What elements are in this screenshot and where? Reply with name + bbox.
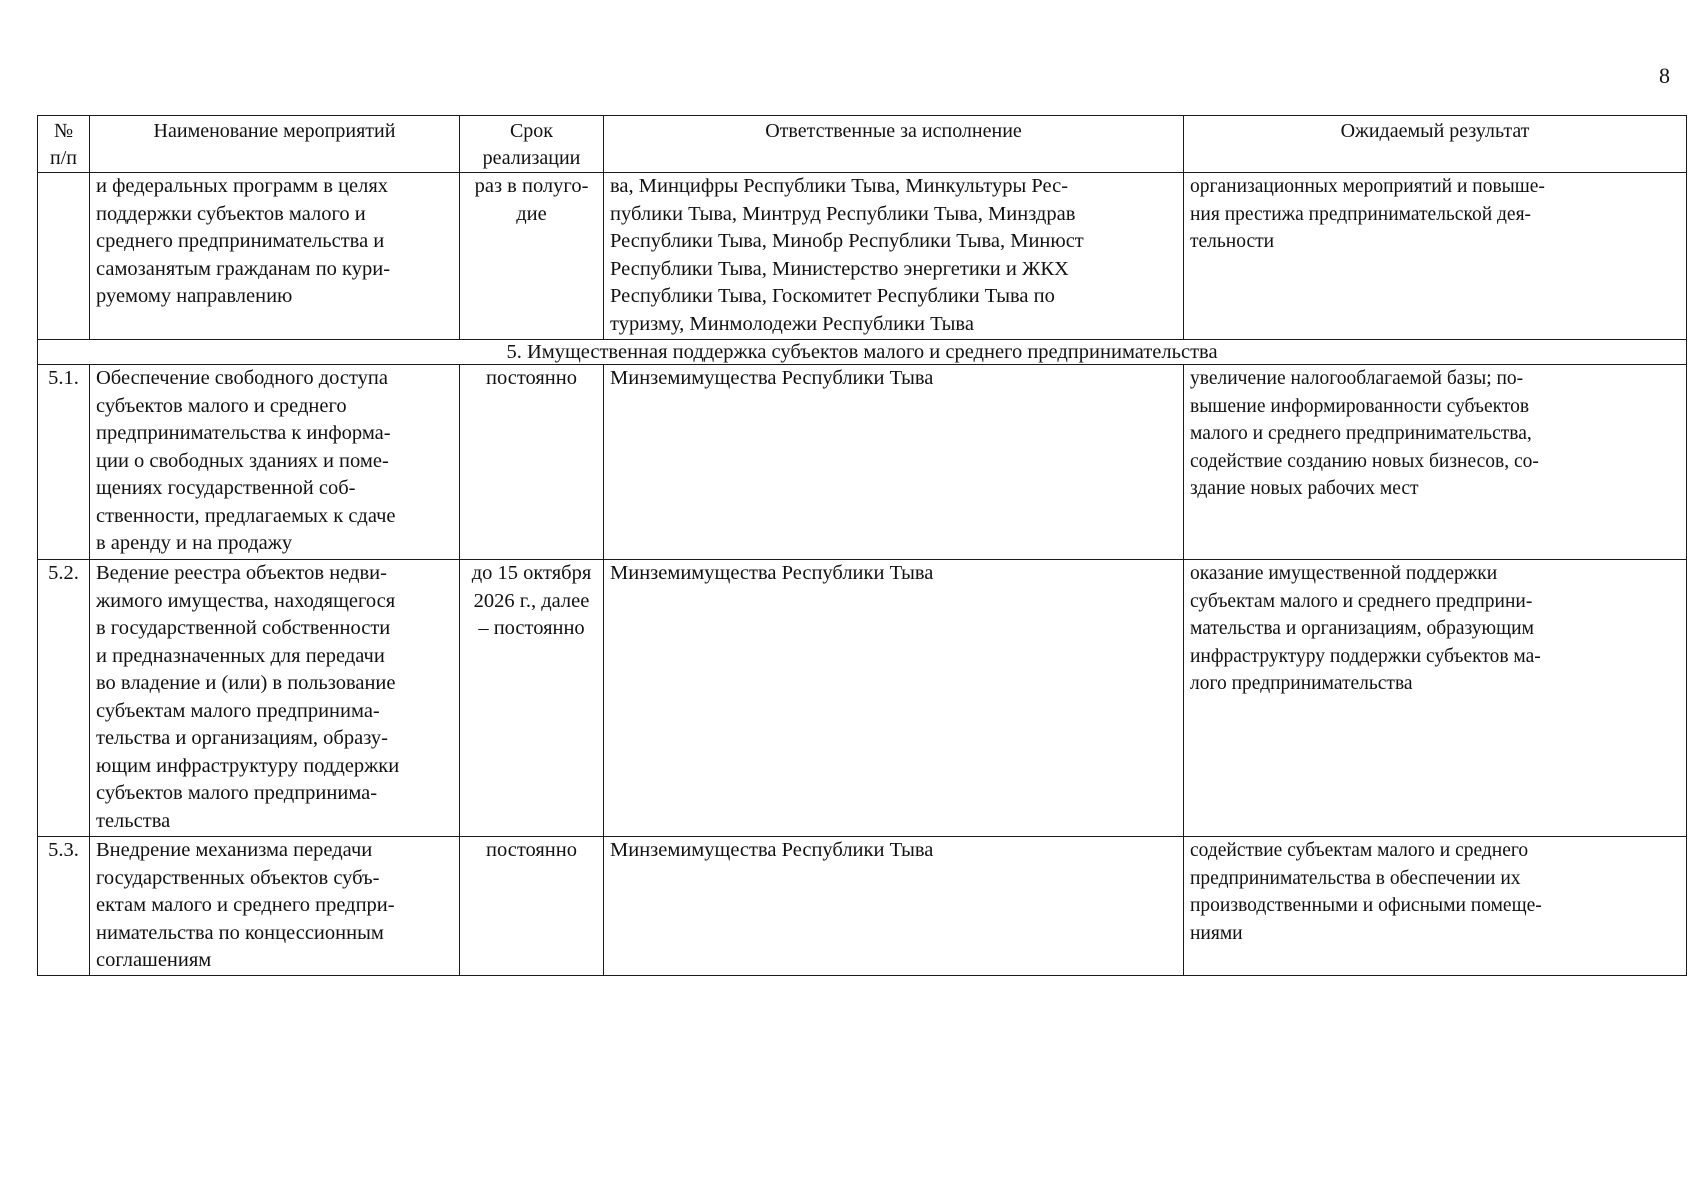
cell-responsible: Минземимущества Республики Тыва — [604, 365, 1184, 560]
header-num: № п/п — [38, 116, 90, 173]
cell-responsible: Минземимущества Республики Тыва — [604, 560, 1184, 837]
table-row — [38, 837, 1687, 976]
cell-name: Ведение реестра объектов недви- жимого имущества, находящегося в государственной собственности и предназначенных для передачи во владение и (или) в пользование субъектам малого предпринима- тельства и организациям, образу- ющим инфраструктуру поддержки субъектов малого предпринима- тельства — [90, 560, 460, 837]
cell-num — [38, 173, 90, 340]
cell-num: 5.1. — [38, 365, 90, 560]
page-number: 8 — [1659, 63, 1670, 88]
cell-term: постоянно — [460, 837, 604, 976]
measures-table — [37, 115, 1687, 976]
cell-result: увеличение налогооблагаемой базы; по- вышение информированности субъектов малого и среднего предпринимательства, содействие созданию новых бизнесов, со- здание новых рабочих мест — [1184, 365, 1687, 560]
table-row-continuation — [38, 173, 1687, 340]
cell-term: раз в полуго- дие — [460, 173, 604, 340]
section-row — [38, 340, 1687, 365]
table-row — [38, 365, 1687, 560]
header-term: Срок реализации — [460, 116, 604, 173]
cell-result: содействие субъектам малого и среднего предпринимательства в обеспечении их производственными и офисными помеще- ниями — [1184, 837, 1687, 976]
table-row — [38, 560, 1687, 837]
cell-name: и федеральных программ в целях поддержки субъектов малого и среднего предпринимательства и самозанятым гражданам по кури- руемому направлению — [90, 173, 460, 340]
header-result: Ожидаемый результат — [1184, 116, 1687, 173]
cell-num: 5.2. — [38, 560, 90, 837]
table-header-row — [38, 116, 1687, 173]
cell-name: Внедрение механизма передачи государственных объектов субъ- ектам малого и среднего предпри- нимательства по концессионным соглашениям — [90, 837, 460, 976]
header-responsible: Ответственные за исполнение — [604, 116, 1184, 173]
cell-responsible: Минземимущества Республики Тыва — [604, 837, 1184, 976]
cell-result: организационных мероприятий и повыше- ния престижа предпринимательской дея- тельности — [1184, 173, 1687, 340]
cell-num: 5.3. — [38, 837, 90, 976]
cell-term: постоянно — [460, 365, 604, 560]
section-title: 5. Имущественная поддержка субъектов малого и среднего предпринимательства — [38, 340, 1687, 365]
header-name: Наименование мероприятий — [90, 116, 460, 173]
cell-result: оказание имущественной поддержки субъектам малого и среднего предприни- мательства и организациям, образующим инфраструктуру поддержки субъектов ма- лого предпринимательства — [1184, 560, 1687, 837]
cell-name: Обеспечение свободного доступа субъектов малого и среднего предпринимательства к информа- ции о свободных зданиях и поме- щениях государственной соб- ственности, предлагаемых к сдаче в аренду и на продажу — [90, 365, 460, 560]
cell-responsible: ва, Минцифры Республики Тыва, Минкультуры Рес- публики Тыва, Минтруд Республики Тыва, Минздрав Республики Тыва, Минобр Республики Тыва, Минюст Республики Тыва, Министерство энергетики и ЖКХ Республики Тыва, Госкомитет Республики Тыва по туризму, Минмолодежи Республики Тыва — [604, 173, 1184, 340]
cell-term: до 15 октября 2026 г., далее – постоянно — [460, 560, 604, 837]
